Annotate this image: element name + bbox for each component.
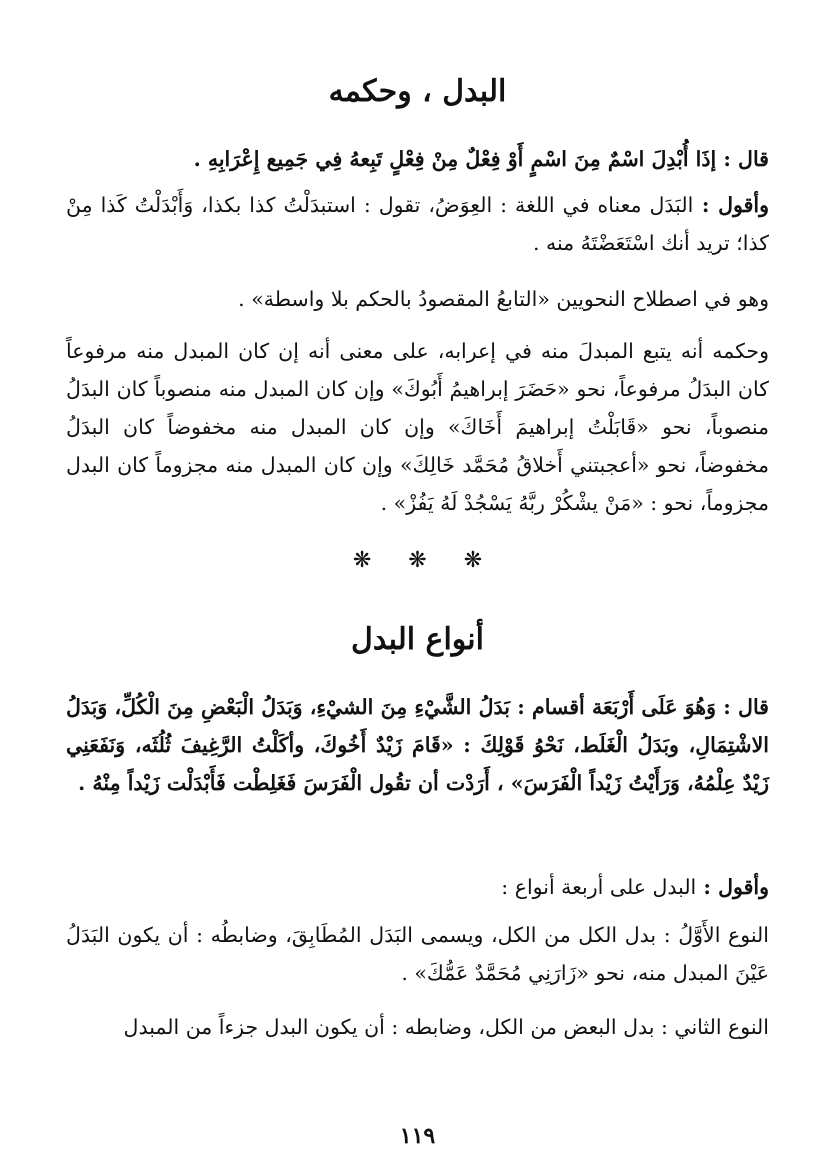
paragraph-qala-2: [66, 688, 769, 802]
paragraph-aqulu-1: [66, 186, 769, 262]
lead-qala-2: قال :: [716, 695, 769, 719]
section-title-badal: البدل ، وحكمه: [328, 74, 507, 109]
matn-text-2: وَهُوَ عَلَى أَرْبَعَة أقسام : بَدَلُ الشَّيْءِ مِنَ الشيْءِ، وَبَدَلُ الْبَعْضِ مِنَ الْكُلِّ، وَبَدَلُ الاشْتِمَالِ، وبَدَلُ الْغَلَط، نَحْوُ قَوْلِكَ : «قَامَ زَيْدٌ أَخُوكَ، وأكَلْتُ الرَّغِيفَ ثُلُثَه، وَنَفَعَنِي زَيْدٌ عِلْمُهُ، وَرَأَيْتُ زَيْداً الْفَرَسَ» ، أَرَدْت أن تقُول الْفَرَسَ فَغَلِطْت فَأَبْدَلْت زَيْداً مِنْهُ .: [66, 695, 769, 795]
matn-text-1: إذَا أُبْدِلَ اسْمٌ مِنَ اسْمٍ أَوْ فِعْلٌ مِنْ فِعْلٍ تَبِعهُ فِي جَمِيع إِعْرَابِهِ .: [193, 147, 717, 171]
paragraph-definition: وهو في اصطلاح النحويين «التابعُ المقصودُ بالحكم بلا واسطة» .: [238, 287, 769, 311]
sharh-text-1: البَدَل معناه في اللغة : العِوَضُ، تقول : استبدَلْتُ كذا بكذا، وَأَبْدَلْتُ كَذا مِنْ كذا؛ تريد أنك اسْتَعَضْتَهُ منه .: [66, 193, 769, 255]
page-number: ١١٩: [399, 1123, 436, 1149]
paragraph-aqulu-2: [66, 868, 769, 906]
section-separator: ❋ ❋ ❋: [352, 548, 483, 573]
lead-aqulu-2: وأقول :: [696, 875, 769, 899]
paragraph-hukm: وحكمه أنه يتبع المبدلَ منه في إعرابه، على معنى أنه إن كان المبدل منه مرفوعاً كان البدَلُ مرفوعاً، نحو «حَضَرَ إبراهيمُ أَبُوكَ» وإن كان المبدل منه منصوباً كان البدَلُ منصوباً، نحو «قَابَلْتُ إبراهيمَ أَخَاكَ» وإن كان المبدل منه مخفوضاً كان البدَلُ مخفوضاً، نحو «أعجبتني أَخلاقُ مُحَمَّد خَالِكَ» وإن كان المبدل منه مجزوماً كان البدل مجزوماً، نحو : «مَنْ يشْكُرْ ربَّهُ يَسْجُدْ لَهُ يَفُزْ» .: [66, 339, 769, 515]
paragraph-type-2: النوع الثاني : بدل البعض من الكل، وضابطه : أن يكون البدل جزءاً من المبدل: [123, 1015, 769, 1039]
lead-qala: قال :: [716, 147, 769, 171]
lead-aqulu: وأقول :: [693, 193, 769, 217]
paragraph-type-1: النوع الأَوَّلُ : بدل الكل من الكل، ويسمى البَدَل المُطَابِقَ، وضابطُه : أن يكون البَدَلُ عَيْنَ المبدل منه، نحو «زَارَنِي مُحَمَّدٌ عَمُّكَ» .: [66, 923, 769, 985]
paragraph-qala-1: [66, 140, 769, 178]
sharh-text-2: البدل على أربعة أنواع :: [501, 875, 697, 899]
section-title-anwa: أنواع البدل: [351, 622, 484, 657]
